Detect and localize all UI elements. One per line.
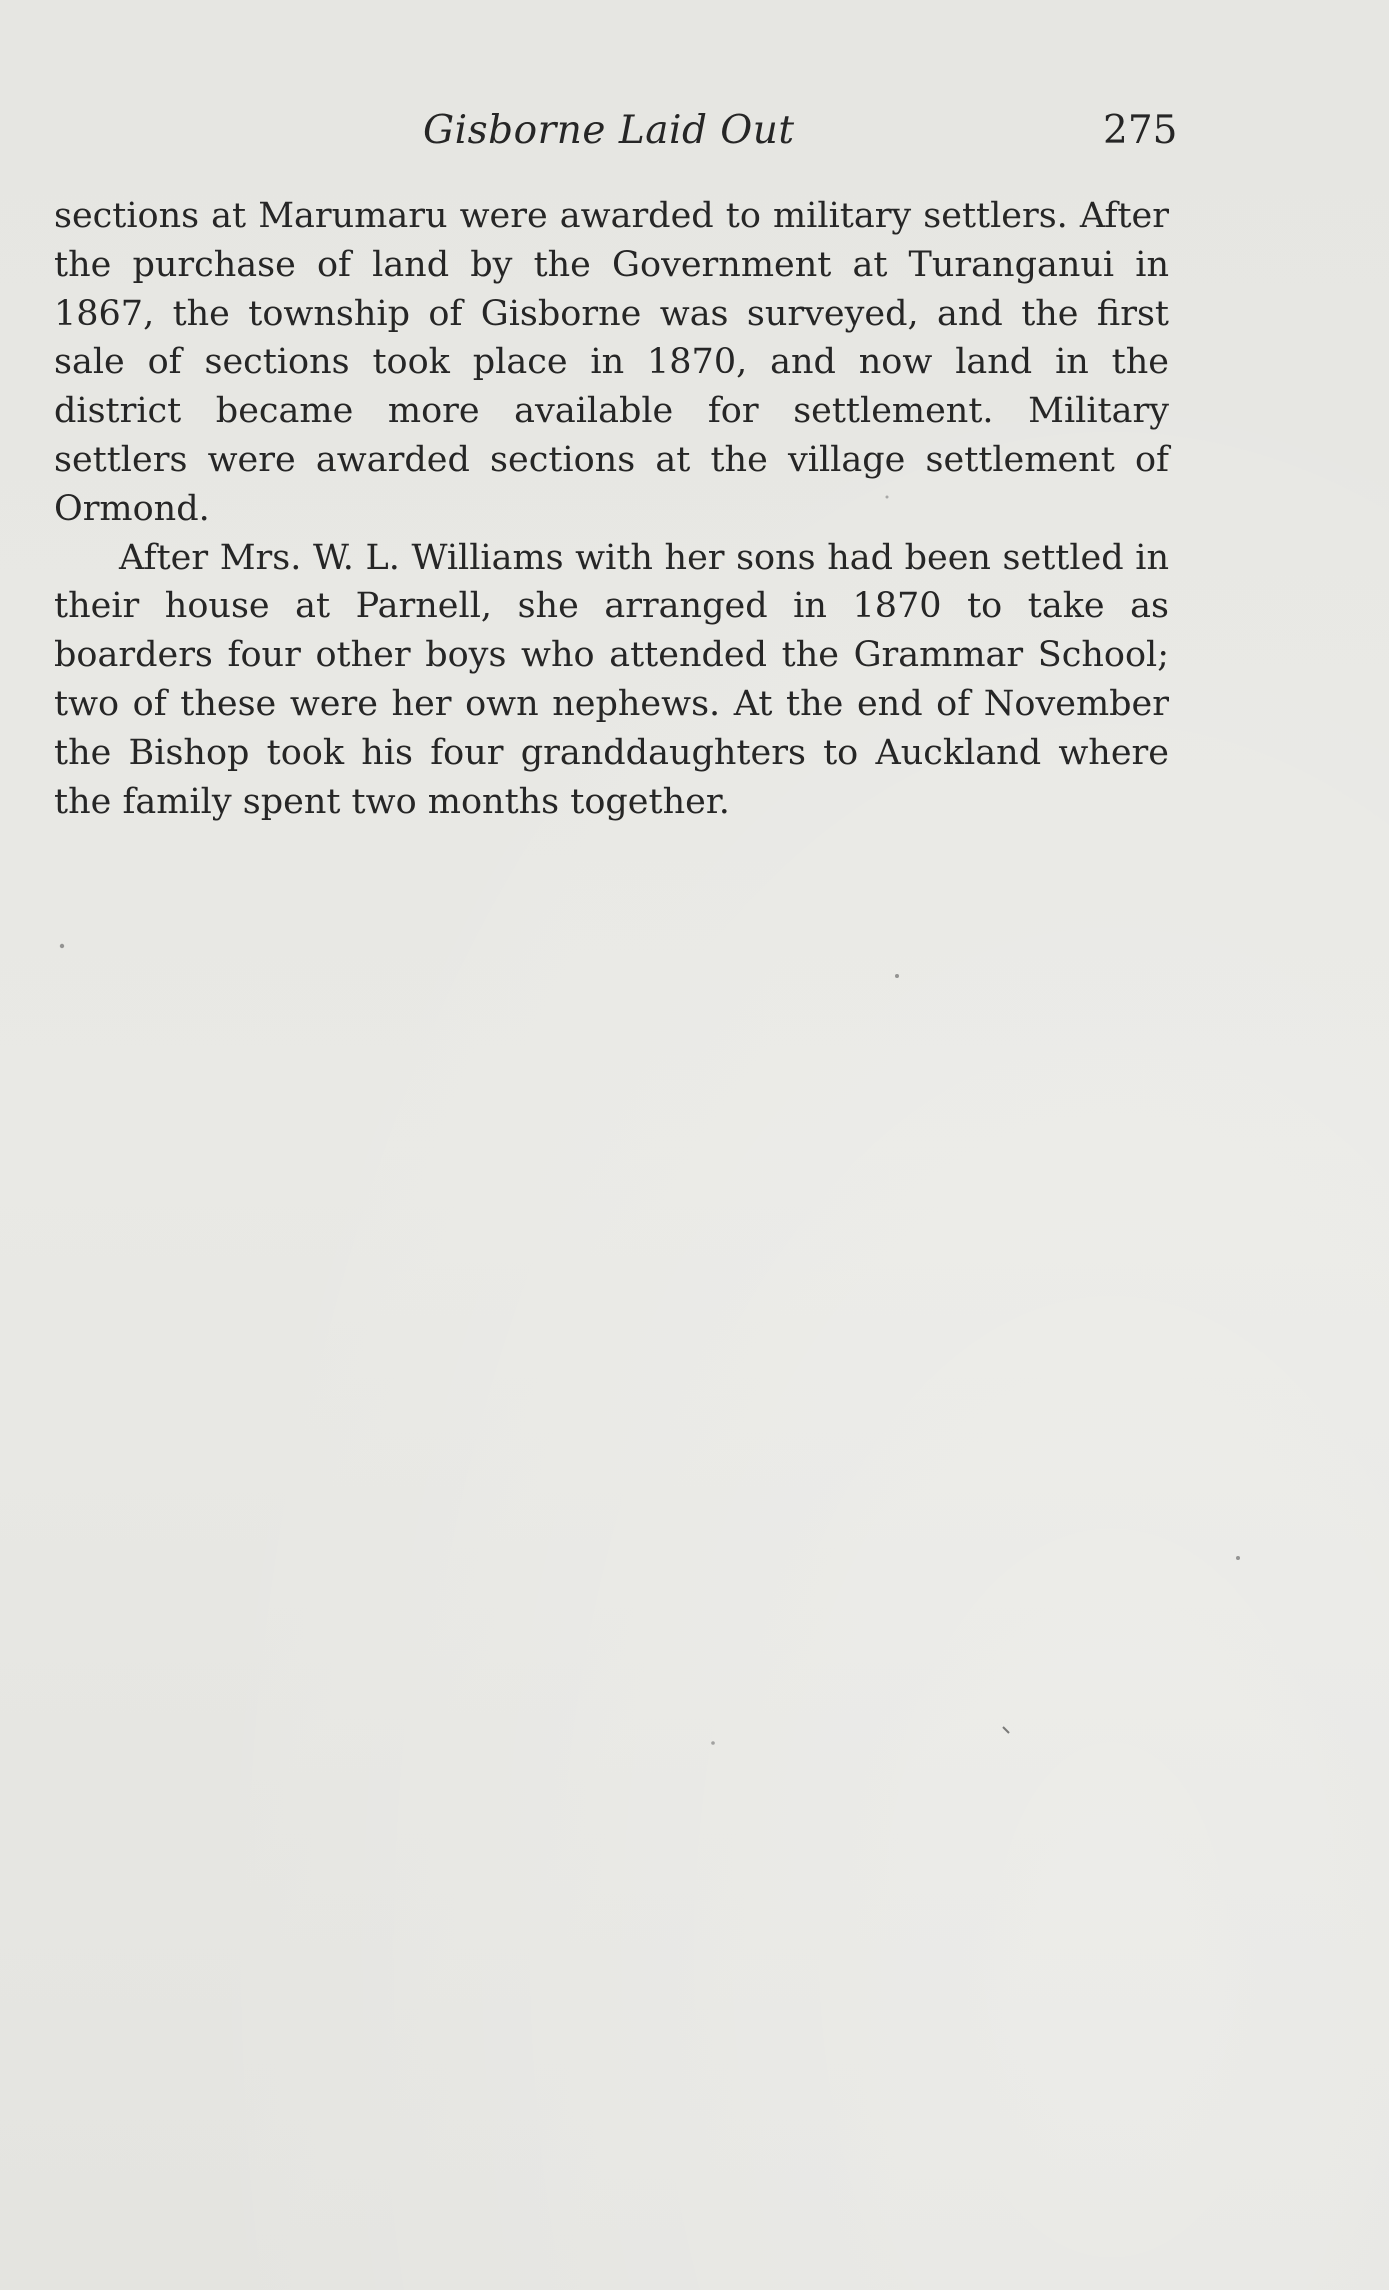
paragraph-2: After Mrs. W. L. Williams with her sons had been settled in their house at Parnell, she arranged in 1870 to take as boarders four other boys who attended the Grammar School; two of these were her own nephews. At the end of November the Bishop took his four granddaughters to Auckland where the family spent two months together. (54, 537, 1169, 822)
page-number: 275 (1103, 108, 1178, 153)
running-title: Gisborne Laid Out (423, 108, 795, 153)
paragraph-1: sections at Marumaru were awarded to military settlers. After the purchase of land by the Government at Turanganui in 1867, the township of Gisborne was surveyed, and the first sale of sections took place in 1870, and now land in the district became more available for settlement. Military settlers were awarded sections at the village settlement of Ormond. (54, 196, 1169, 529)
body-text (54, 192, 1169, 826)
running-head (0, 108, 1389, 158)
